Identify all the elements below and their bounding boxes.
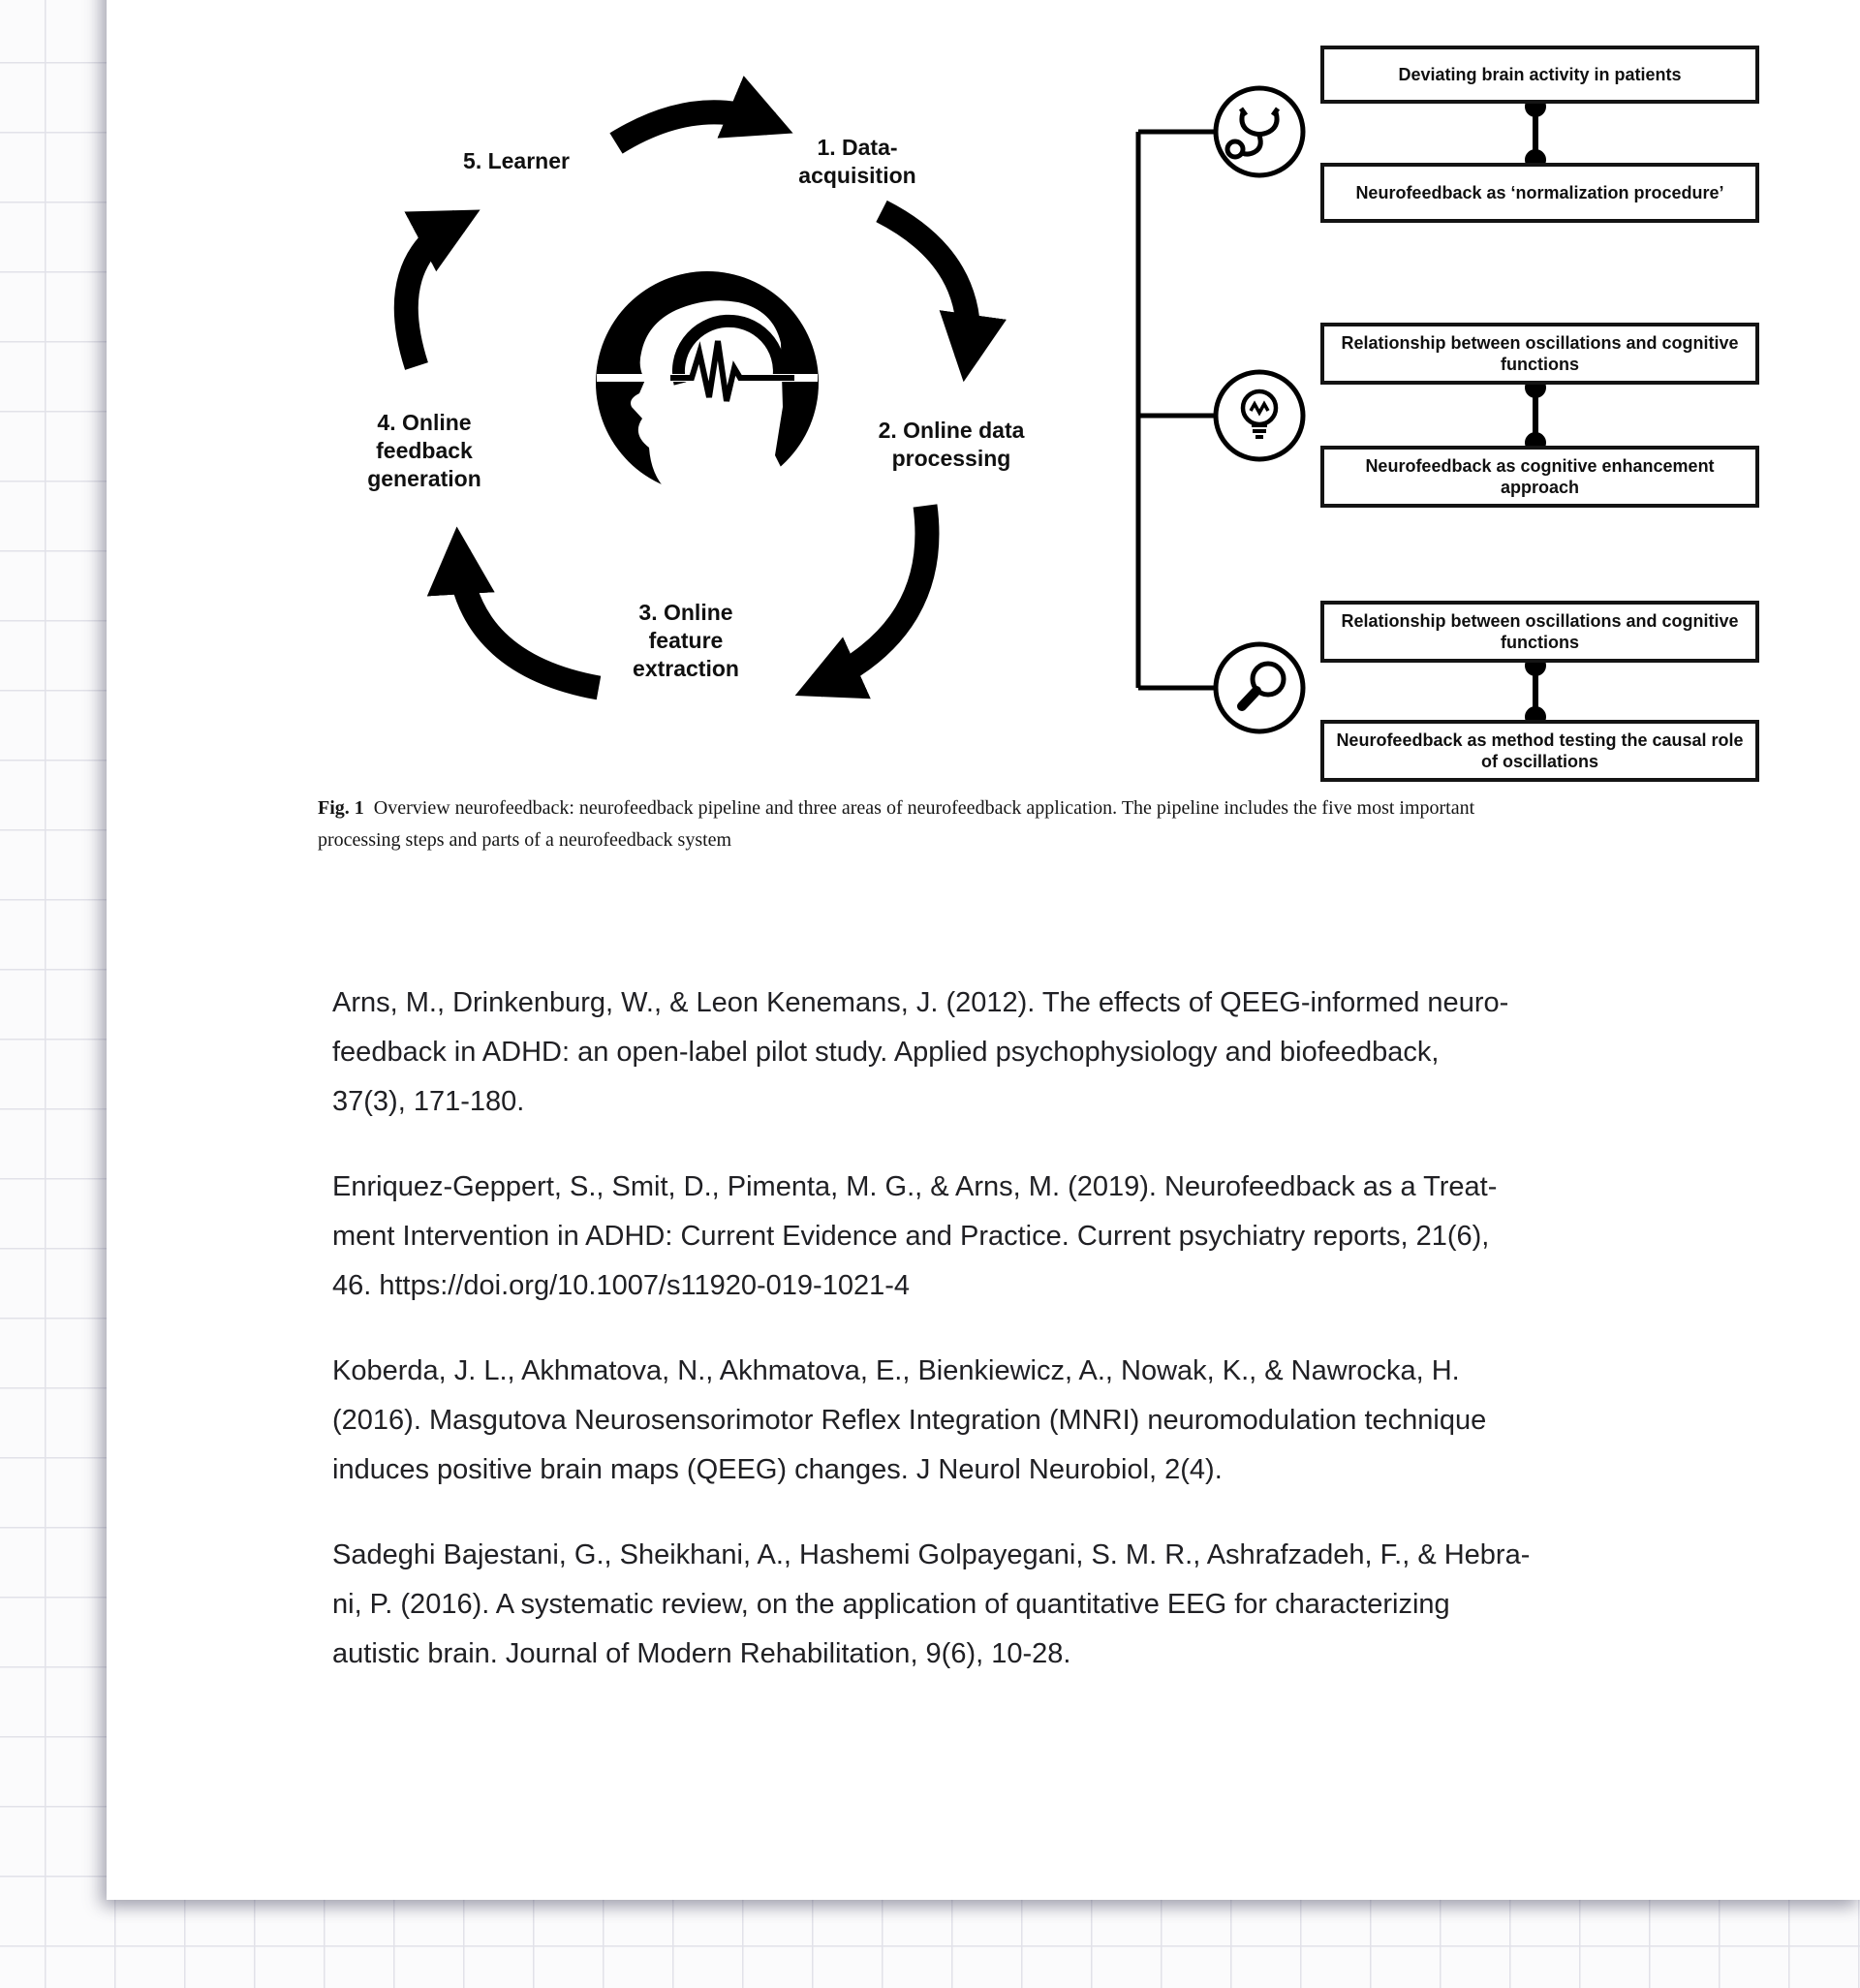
lightbulb-icon [1216,372,1303,459]
arrow-feedback-to-learner-icon [406,221,459,366]
reference-entry-enriquez-geppert-2019: Enriquez-Geppert, S., Smit, D., Pimenta, M. G., & Arns, M. (2019). Neurofeedback as a Treat- ment Intervention in ADHD: Current Evidence and Practice. Current psychiatry reports, 21(6), 46. https://doi.org/10.1007/s11920-019-1021-4 [332,1171,1498,1301]
arrow-learner-to-acquisition-icon [616,112,771,143]
document-page [107,0,1860,1900]
box-cognitive-enhancement: Neurofeedback as cognitive enhancement approach [1320,446,1759,508]
figure-caption-text-line1: Overview neurofeedback: neurofeedback pipeline and three areas of neurofeedback application. The pipeline includes the five most important [373,797,1475,819]
figure-1 [291,0,1763,882]
cycle-step-2-label: 2. Online data processing [878,418,1025,471]
reference-entry-arns-2012: Arns, M., Drinkenburg, W., & Leon Kenemans, J. (2012). The effects of QEEG-informed neuro- feedback in ADHD: an open-label pilot study. Applied psychophysiology and biofeedback, 37(3), 171-180. [332,987,1509,1117]
arrow-acquisition-to-processing-icon [882,211,969,358]
figure-caption-text-line2: processing steps and parts of a neurofeedback system [318,829,732,851]
cycle-step-3-label: 3. Online feature extraction [633,600,739,681]
figure-caption-label: Fig. 1 [318,797,364,819]
arrow-extraction-to-feedback-icon [458,550,599,688]
magnifier-icon [1216,644,1303,731]
arrow-processing-to-extraction-icon [817,506,927,686]
box-oscillations-cognitive-2: Relationship between oscillations and cognitive functions [1320,601,1759,663]
box-normalization-procedure: Neurofeedback as ‘normalization procedure’ [1320,163,1759,223]
box-causal-role-testing: Neurofeedback as method testing the causal role of oscillations [1320,720,1759,782]
box-deviating-brain-activity: Deviating brain activity in patients [1320,46,1759,104]
reference-entry-koberda-2016: Koberda, J. L., Akhmatova, N., Akhmatova, E., Bienkiewicz, A., Nowak, K., & Nawrocka, H. (2016). Masgutova Neurosensorimotor Reflex Integration (MNRI) neuromodulation technique induces positive brain maps (QEEG) changes. J Neurol Neurobiol, 2(4). [332,1355,1487,1485]
bracket-connector [1138,132,1214,688]
figure-caption [318,792,1759,856]
reference-entry-sadeghi-bajestani-2016: Sadeghi Bajestani, G., Sheikhani, A., Hashemi Golpayegani, S. M. R., Ashrafzadeh, F., & Hebra- ni, P. (2016). A systematic review, on the application of quantitative EEG for characterizing autistic brain. Journal of Modern Rehabilitation, 9(6), 10-28. [332,1539,1531,1669]
cycle-step-1-label: 1. Data- acquisition [798,135,916,188]
cycle-step-4-label: 4. Online feedback generation [367,410,481,491]
stethoscope-icon [1216,88,1303,175]
reference-list [332,978,1785,1715]
box-oscillations-cognitive-1: Relationship between oscillations and cognitive functions [1320,323,1759,385]
cycle-step-5-label: 5. Learner [463,148,570,173]
brain-head-eeg-icon [596,271,819,533]
